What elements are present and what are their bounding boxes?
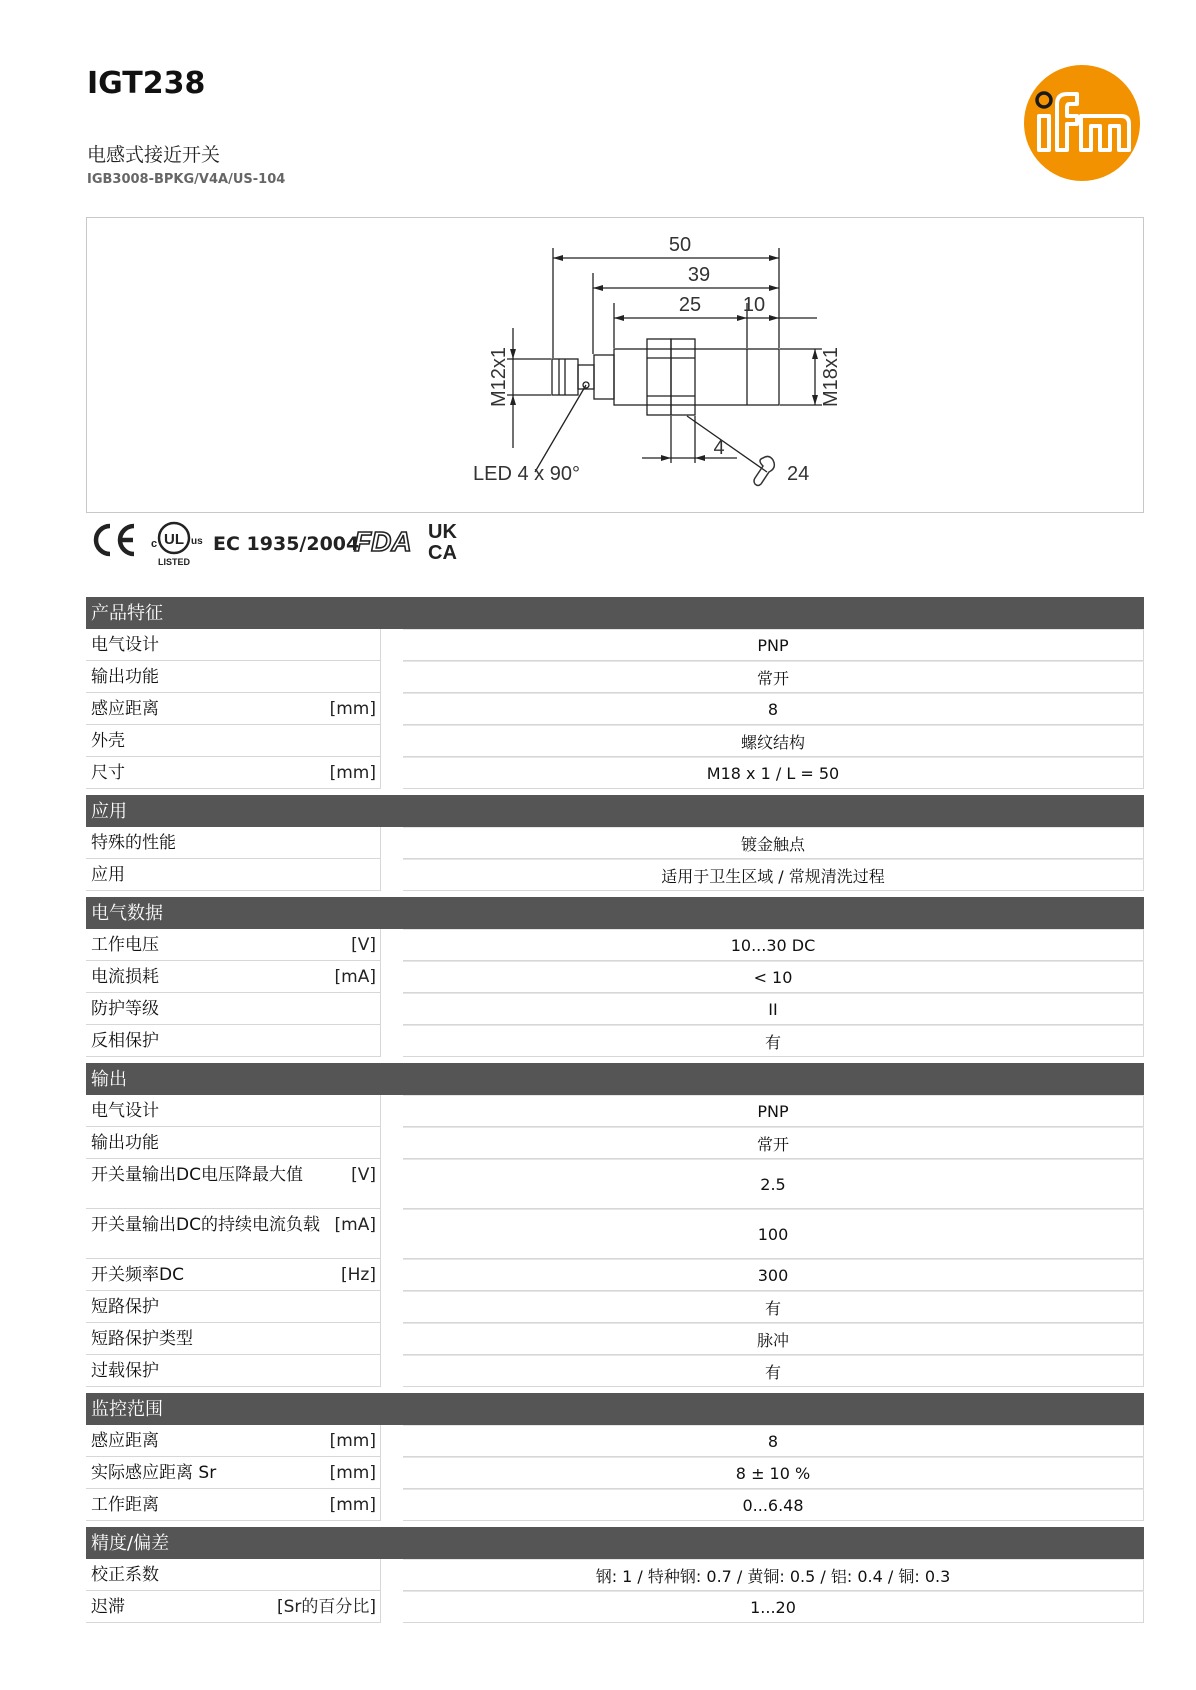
spec-value: 8 [403, 1425, 1144, 1457]
spec-value: M18 x 1 / L = 50 [403, 757, 1144, 789]
spec-value: 常开 [403, 1127, 1144, 1159]
spec-label: 过载保护 [91, 1361, 159, 1381]
spec-row [86, 1025, 1144, 1057]
spec-spacer [381, 1591, 403, 1623]
spec-row [86, 929, 1144, 961]
spec-label: 迟滞 [91, 1597, 125, 1617]
spec-row [86, 1291, 1144, 1323]
spec-label: 实际感应距离 Sr [91, 1463, 217, 1483]
spec-label-cell [86, 993, 381, 1025]
spec-row [86, 827, 1144, 859]
spec-label: 特殊的性能 [91, 833, 176, 853]
spec-spacer [381, 1323, 403, 1355]
spec-unit: [mm] [329, 1463, 376, 1483]
spec-unit: [mA] [334, 1215, 376, 1235]
ul-c-label: c [151, 538, 158, 550]
spec-label: 输出功能 [91, 667, 159, 687]
spec-spacer [381, 993, 403, 1025]
spec-unit: [V] [351, 1165, 376, 1185]
spec-label: 校正系数 [91, 1565, 159, 1585]
spec-spacer [381, 757, 403, 789]
spec-spacer [381, 1159, 403, 1209]
spec-unit: [Hz] [341, 1265, 376, 1285]
spec-unit: [Sr的百分比] [276, 1597, 376, 1617]
spec-value: 300 [403, 1259, 1144, 1291]
section-header: 监控范围 [86, 1393, 1144, 1425]
spec-spacer [381, 1355, 403, 1387]
spec-label: 电气设计 [91, 635, 159, 655]
spec-label-cell [86, 693, 381, 725]
spec-row [86, 1095, 1144, 1127]
section-header: 产品特征 [86, 597, 1144, 629]
spec-spacer [381, 1489, 403, 1521]
dim-50-label: 50 [668, 234, 692, 256]
dim-39-label: 39 [687, 264, 711, 286]
spec-value: 1...20 [403, 1591, 1144, 1623]
spec-value: 100 [403, 1209, 1144, 1259]
spec-unit: [mm] [329, 763, 376, 783]
spec-label-cell [86, 629, 381, 661]
spec-row [86, 1457, 1144, 1489]
spec-row [86, 1425, 1144, 1457]
spec-unit: [mm] [329, 1495, 376, 1515]
spec-label-cell [86, 1291, 381, 1323]
spec-row [86, 629, 1144, 661]
certification-marks [90, 520, 490, 570]
spec-value: PNP [403, 629, 1144, 661]
ukca-bottom-label: CA [428, 542, 457, 562]
spec-row [86, 859, 1144, 891]
spec-label-cell [86, 1209, 381, 1259]
spec-label-cell [86, 1425, 381, 1457]
dimension-drawing [86, 217, 1144, 513]
spec-spacer [381, 693, 403, 725]
spec-label-cell [86, 827, 381, 859]
spec-label-cell [86, 725, 381, 757]
spec-label-cell [86, 929, 381, 961]
spec-label-cell [86, 1489, 381, 1521]
ce-mark-icon [90, 520, 138, 560]
spec-label-cell [86, 1457, 381, 1489]
spec-spacer [381, 929, 403, 961]
spec-label-cell [86, 1025, 381, 1057]
wrench-size-label: 24 [787, 463, 810, 485]
ul-listed-mark-icon [146, 520, 206, 568]
fda-label: FDA [354, 526, 412, 557]
product-code: IGB3008-BPKG/V4A/US-104 [87, 172, 286, 187]
spec-spacer [381, 961, 403, 993]
ukca-top-label: UK [428, 521, 457, 543]
spec-label: 开关频率DC [91, 1265, 184, 1285]
spec-spacer [381, 1209, 403, 1259]
spec-label-cell [86, 1591, 381, 1623]
spec-label: 感应距离 [91, 1431, 159, 1451]
spec-value: 0...6.48 [403, 1489, 1144, 1521]
spec-value: 有 [403, 1355, 1144, 1387]
spec-value: PNP [403, 1095, 1144, 1127]
spec-label-cell [86, 1323, 381, 1355]
spec-spacer [381, 1095, 403, 1127]
dim-m18-label: M18x1 [820, 346, 842, 408]
spec-spacer [381, 1457, 403, 1489]
dim-10-label: 10 [742, 294, 766, 316]
dim-m12-label: M12x1 [488, 346, 510, 408]
spec-spacer [381, 1127, 403, 1159]
spec-value: 脉冲 [403, 1323, 1144, 1355]
spec-unit: [mm] [329, 699, 376, 719]
section-header: 输出 [86, 1063, 1144, 1095]
spec-value: 适用于卫生区域 / 常规清洗过程 [403, 859, 1144, 891]
spec-label: 应用 [91, 865, 125, 885]
spec-label: 开关量输出DC的持续电流负载 [91, 1215, 320, 1235]
spec-row [86, 757, 1144, 789]
spec-label: 工作电压 [91, 935, 159, 955]
spec-spacer [381, 859, 403, 891]
dim-25-label: 25 [678, 294, 702, 316]
dim-4-label: 4 [713, 437, 725, 459]
spec-row [86, 993, 1144, 1025]
spec-value: 8 ± 10 % [403, 1457, 1144, 1489]
spec-value: < 10 [403, 961, 1144, 993]
spec-label: 感应距离 [91, 699, 159, 719]
led-label: LED 4 x 90° [473, 463, 580, 485]
section-header: 精度/偏差 [86, 1527, 1144, 1559]
spec-spacer [381, 1259, 403, 1291]
spec-label-cell [86, 859, 381, 891]
spec-row [86, 1127, 1144, 1159]
spec-label: 输出功能 [91, 1133, 159, 1153]
spec-row [86, 1489, 1144, 1521]
spec-spacer [381, 1559, 403, 1591]
spec-label-cell [86, 1259, 381, 1291]
spec-value: 常开 [403, 661, 1144, 693]
spec-label-cell [86, 961, 381, 993]
spec-row [86, 961, 1144, 993]
spec-value: 钢: 1 / 特种钢: 0.7 / 黄铜: 0.5 / 铝: 0.4 / 铜: 0.3 [403, 1559, 1144, 1591]
spec-row [86, 1323, 1144, 1355]
spec-value: 有 [403, 1025, 1144, 1057]
spec-label-cell [86, 1559, 381, 1591]
spec-unit: [V] [351, 935, 376, 955]
spec-row [86, 1209, 1144, 1259]
spec-label-cell [86, 1355, 381, 1387]
spec-label-cell [86, 1127, 381, 1159]
section-header: 应用 [86, 795, 1144, 827]
spec-spacer [381, 1425, 403, 1457]
spec-spacer [381, 1291, 403, 1323]
product-title: IGT238 [87, 66, 206, 101]
ukca-mark-icon [426, 518, 470, 562]
spec-spacer [381, 1025, 403, 1057]
ec-1935-mark: EC 1935/2004 [213, 533, 360, 555]
spec-label-cell [86, 1159, 381, 1209]
spec-value: 镀金触点 [403, 827, 1144, 859]
spec-row [86, 1559, 1144, 1591]
spec-row [86, 1159, 1144, 1209]
spec-row [86, 725, 1144, 757]
ul-mark-label: UL [164, 531, 184, 548]
spec-value: 8 [403, 693, 1144, 725]
spec-spacer [381, 725, 403, 757]
spec-row [86, 1355, 1144, 1387]
spec-label-cell [86, 661, 381, 693]
spec-label: 电流损耗 [91, 967, 159, 987]
spec-label: 工作距离 [91, 1495, 159, 1515]
spec-value: 螺纹结构 [403, 725, 1144, 757]
section-header: 电气数据 [86, 897, 1144, 929]
spec-label: 防护等级 [91, 999, 159, 1019]
spec-unit: [mA] [334, 967, 376, 987]
ul-listed-label: LISTED [157, 557, 191, 567]
spec-value: 有 [403, 1291, 1144, 1323]
spec-label: 短路保护 [91, 1297, 159, 1317]
spec-unit: [mm] [329, 1431, 376, 1451]
ifm-logo [1023, 64, 1141, 182]
spec-row [86, 1259, 1144, 1291]
spec-label-cell [86, 1095, 381, 1127]
spec-spacer [381, 661, 403, 693]
spec-label: 开关量输出DC电压降最大值 [91, 1165, 303, 1185]
spec-spacer [381, 629, 403, 661]
spec-label: 外壳 [91, 731, 125, 751]
spec-row [86, 693, 1144, 725]
spec-label: 反相保护 [91, 1031, 159, 1051]
spec-table [86, 597, 1144, 1623]
fda-mark-icon [352, 524, 414, 558]
spec-label: 尺寸 [91, 763, 125, 783]
spec-row [86, 661, 1144, 693]
spec-row [86, 1591, 1144, 1623]
spec-value: 10...30 DC [403, 929, 1144, 961]
spec-label: 短路保护类型 [91, 1329, 193, 1349]
ul-us-label: us [191, 536, 203, 547]
product-subtitle: 电感式接近开关 [87, 144, 221, 166]
wrench-icon [754, 456, 774, 485]
spec-label-cell [86, 757, 381, 789]
spec-spacer [381, 827, 403, 859]
spec-value: 2.5 [403, 1159, 1144, 1209]
spec-label: 电气设计 [91, 1101, 159, 1121]
spec-value: II [403, 993, 1144, 1025]
